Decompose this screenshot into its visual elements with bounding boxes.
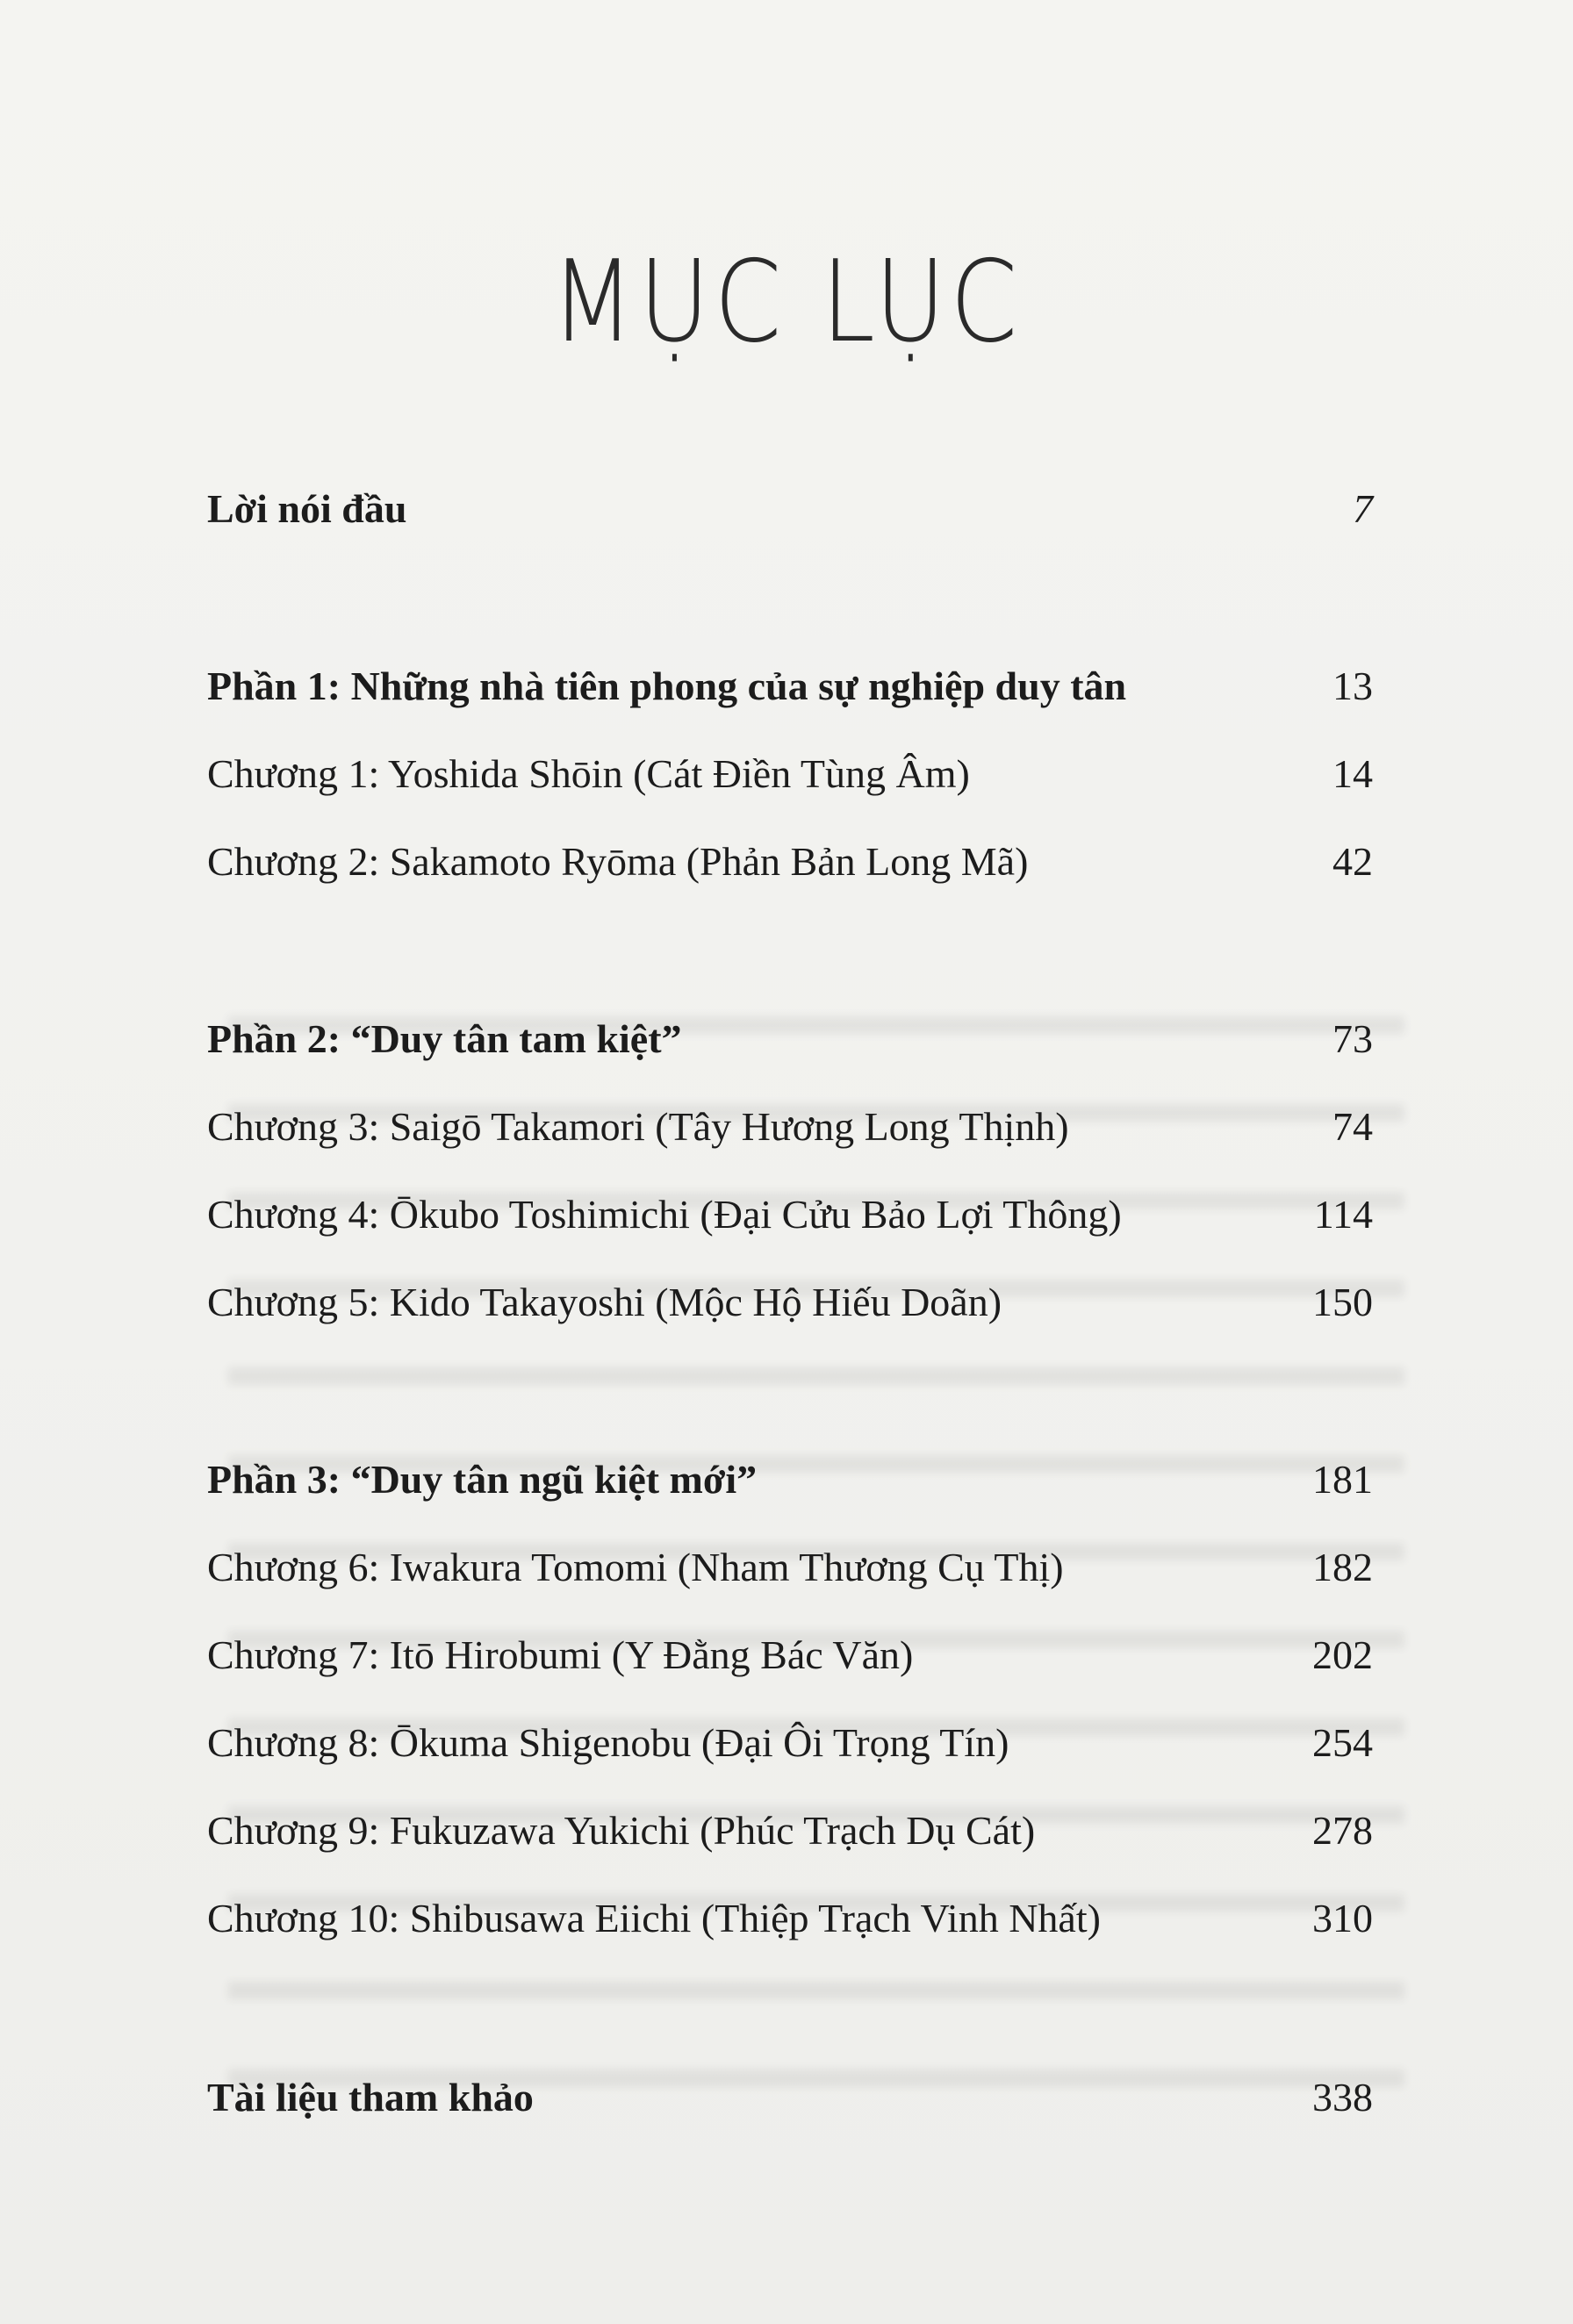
toc-entry-page: 114	[1313, 1192, 1373, 1237]
toc-entry-label: Phần 2: “Duy tân tam kiệt”	[207, 1016, 682, 1061]
toc-entry-page: 278	[1312, 1808, 1373, 1853]
toc-entry-page: 181	[1312, 1457, 1373, 1502]
toc-entry-page: 254	[1312, 1720, 1373, 1765]
toc-entry-chapter-5[interactable]	[207, 1267, 1373, 1338]
toc-entry-label: Chương 9: Fukuzawa Yukichi (Phúc Trạch Dụ Cát)	[207, 1808, 1036, 1853]
toc-entry-page: 310	[1312, 1896, 1373, 1940]
toc-entry-chapter-10[interactable]	[207, 1883, 1373, 1954]
toc-entry-chapter-6[interactable]	[207, 1532, 1373, 1603]
page-title: MỤC LỤC	[550, 237, 1023, 368]
toc-entry-page: 13	[1332, 663, 1373, 708]
toc-entry-page: 14	[1332, 751, 1373, 796]
toc-entry-chapter-1[interactable]	[207, 739, 1373, 809]
toc-entry-chapter-9[interactable]	[207, 1796, 1373, 1866]
toc-entry-label: Chương 1: Yoshida Shōin (Cát Điền Tùng Âm)	[207, 751, 970, 796]
toc-entry-chapter-7[interactable]	[207, 1620, 1373, 1690]
toc-entry-page: 202	[1312, 1632, 1373, 1677]
toc-entry-chapter-2[interactable]	[207, 827, 1373, 897]
toc-entry-label: Phần 1: Những nhà tiên phong của sự nghiệp duy tân	[207, 663, 1127, 708]
toc-entry-part-1[interactable]	[207, 651, 1373, 721]
toc-entry-foreword[interactable]	[207, 474, 1373, 544]
toc-entry-label: Chương 7: Itō Hirobumi (Y Đằng Bác Văn)	[207, 1632, 914, 1677]
toc-entry-chapter-8[interactable]	[207, 1708, 1373, 1778]
toc-entry-label: Phần 3: “Duy tân ngũ kiệt mới”	[207, 1457, 758, 1502]
toc-entry-part-3[interactable]	[207, 1445, 1373, 1515]
toc-entry-label: Chương 2: Sakamoto Ryōma (Phản Bản Long Mã)	[207, 839, 1029, 884]
toc-entry-label: Chương 10: Shibusawa Eiichi (Thiệp Trạch Vinh Nhất)	[207, 1896, 1101, 1940]
toc-entry-label: Chương 3: Saigō Takamori (Tây Hương Long Thịnh)	[207, 1104, 1069, 1149]
toc-entry-label: Chương 8: Ōkuma Shigenobu (Đại Ôi Trọng Tín)	[207, 1720, 1009, 1765]
toc-entry-chapter-3[interactable]	[207, 1092, 1373, 1162]
toc-entry-label: Chương 6: Iwakura Tomomi (Nham Thương Cụ Thị)	[207, 1545, 1064, 1589]
toc-entry-label: Chương 4: Ōkubo Toshimichi (Đại Cửu Bảo Lợi Thông)	[207, 1192, 1122, 1237]
toc-entry-label: Tài liệu tham khảo	[207, 2075, 534, 2120]
toc-entry-references[interactable]	[207, 2062, 1373, 2133]
toc-entry-part-2[interactable]	[207, 1004, 1373, 1074]
toc-entry-page: 42	[1332, 839, 1373, 884]
toc-entry-page: 73	[1332, 1016, 1373, 1061]
toc-entry-label: Lời nói đầu	[207, 486, 407, 531]
toc-entry-page: 338	[1312, 2075, 1373, 2120]
toc-entry-page: 150	[1312, 1280, 1373, 1324]
toc-entry-page: 74	[1332, 1104, 1373, 1149]
toc-entry-label: Chương 5: Kido Takayoshi (Mộc Hộ Hiếu Doãn)	[207, 1280, 1002, 1324]
toc-entry-page: 7	[1353, 486, 1373, 531]
toc-entry-chapter-4[interactable]	[207, 1180, 1373, 1250]
toc-entry-page: 182	[1312, 1545, 1373, 1589]
